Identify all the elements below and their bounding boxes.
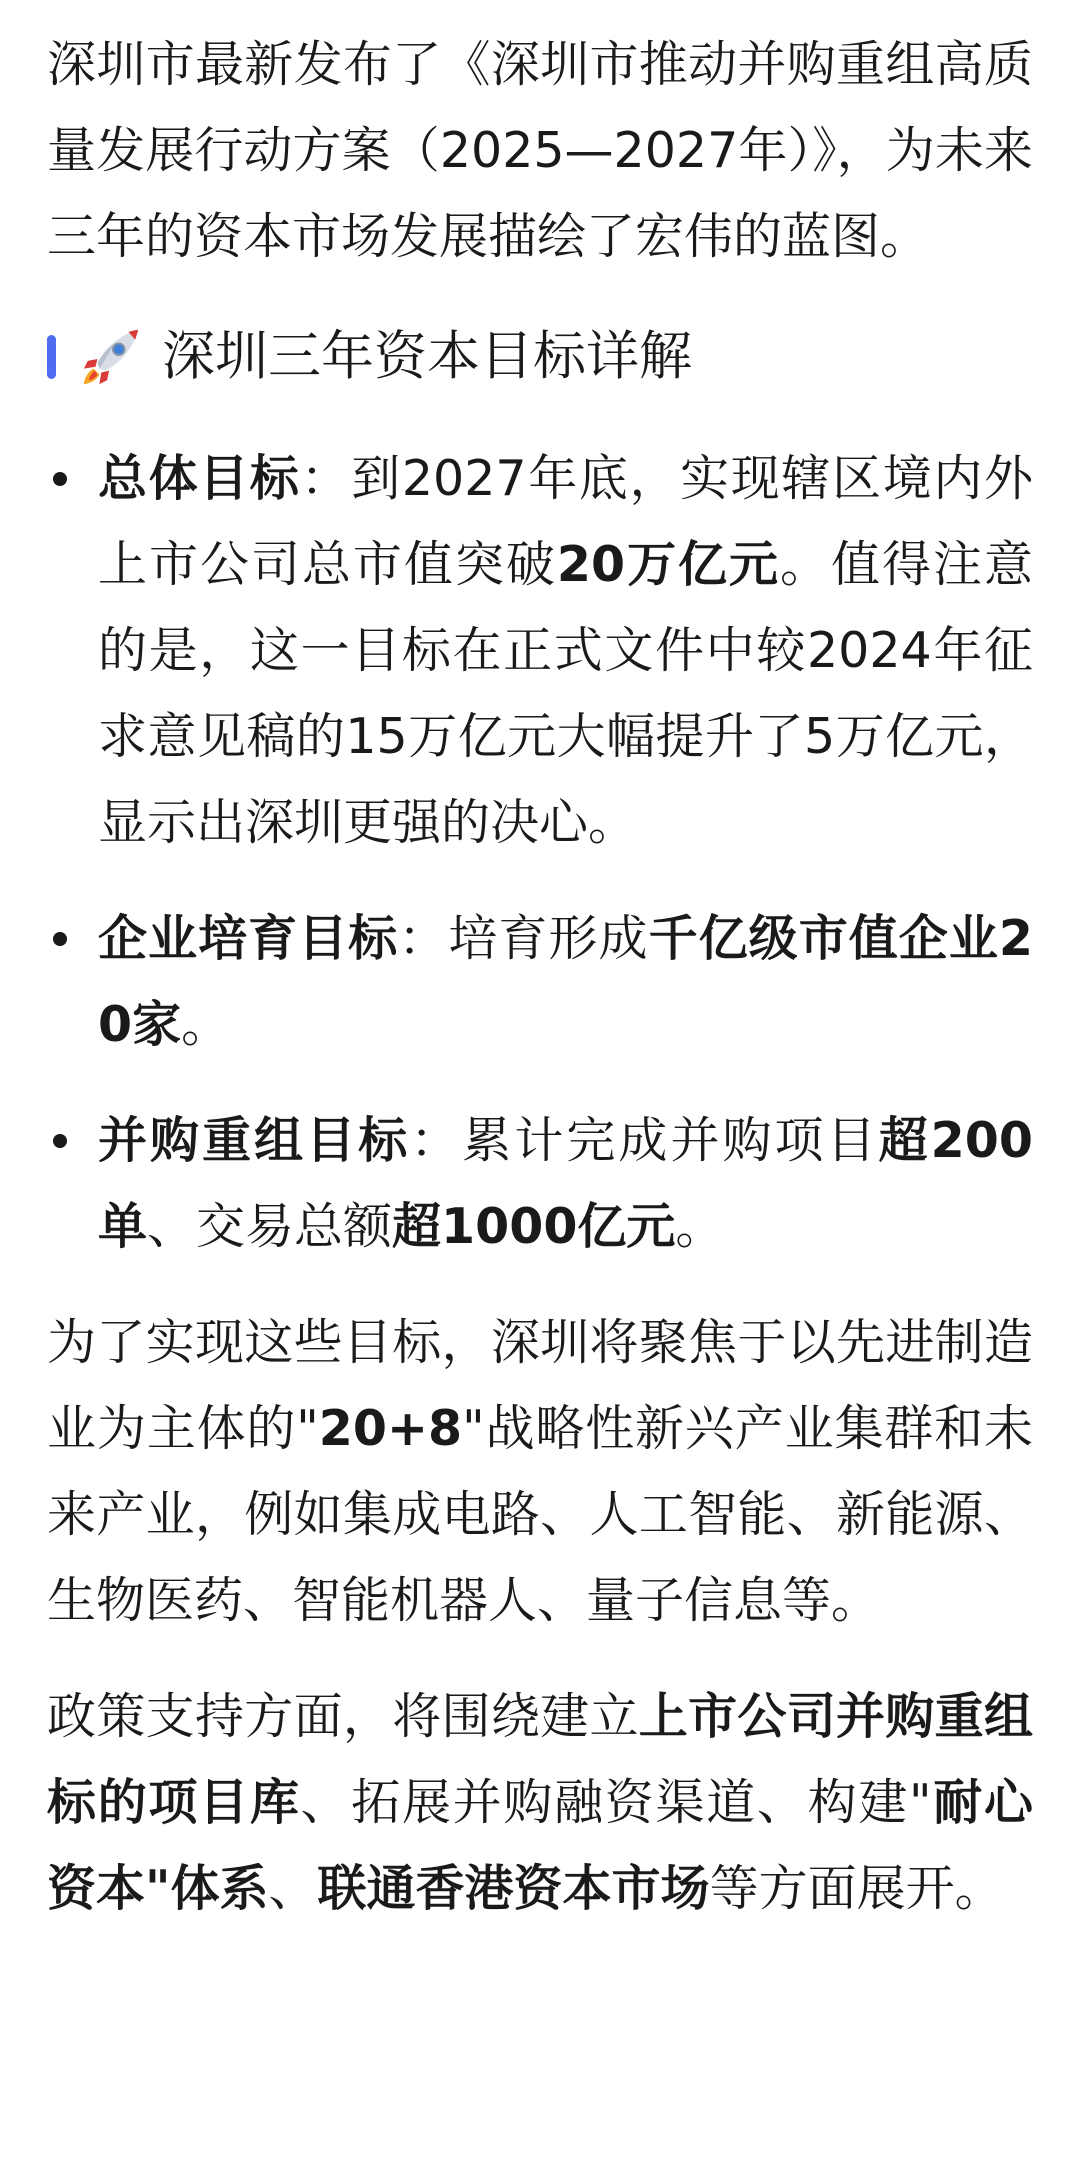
- goal-highlight: 超200单: [98, 1112, 1033, 1255]
- list-item: [47, 436, 1033, 866]
- rocket-icon-svg: [80, 326, 142, 388]
- policy-text: 政策支持方面，将围绕建立: [47, 1688, 639, 1745]
- goal-highlight: 超1000亿元: [392, 1198, 676, 1255]
- focus-text: "战略性新兴产业集群和未来产业，例如集成电路、人工智能、新能源、生物医药、智能机器人、量子信息等。: [47, 1400, 1033, 1629]
- goal-text: 到2027年底，实现辖区境内外上市公司总市值突破: [98, 450, 1033, 593]
- goal-list: [47, 436, 1033, 1270]
- focus-highlight: 20+8: [318, 1400, 463, 1457]
- bullet-icon: [53, 932, 67, 946]
- policy-text: 等方面展开。: [709, 1860, 1004, 1917]
- list-item: [47, 896, 1033, 1068]
- goal-text: 、交易总额: [147, 1198, 393, 1255]
- bullet-icon: [53, 472, 67, 486]
- goal-text: 累计完成并购项目: [462, 1112, 879, 1169]
- policy-highlight: 上市公司并购重组标的项目库: [47, 1688, 1033, 1831]
- goal-text: 培育形成: [448, 910, 649, 967]
- intro-text: 深圳市最新发布了《深圳市推动并购重组高质量发展行动方案（2025—2027年）》，为未来三年的资本市场发展描绘了宏伟的蓝图。: [47, 36, 1033, 265]
- goal-text: 。值得注意的是，这一目标在正式文件中较2024年征求意见稿的15万亿元大幅提升了5万亿元，显示出深圳更强的决心。: [98, 536, 1033, 851]
- policy-text: 、: [268, 1860, 318, 1917]
- section-heading: [47, 312, 1033, 402]
- goal-text: 。: [181, 996, 231, 1053]
- policy-text: 、拓展并购融资渠道、构建": [300, 1774, 932, 1831]
- goal-label: 企业培育目标: [98, 910, 399, 967]
- bullet-icon: [53, 1134, 67, 1148]
- goal-highlight: 20万亿元: [556, 536, 781, 593]
- heading-accent-bar: [47, 335, 56, 379]
- section-title: 深圳三年资本目标详解: [162, 326, 692, 387]
- rocket-icon: [80, 326, 142, 388]
- goal-highlight: 千亿级市值企业20家: [98, 910, 1033, 1053]
- policy-paragraph: [47, 1674, 1033, 1932]
- goal-label: 并购重组目标: [98, 1112, 411, 1169]
- goal-separator: ：: [300, 450, 352, 507]
- policy-highlight: 联通香港资本市场: [317, 1860, 710, 1917]
- focus-paragraph: [47, 1300, 1033, 1644]
- goal-separator: ：: [398, 910, 449, 967]
- intro-paragraph: [47, 22, 1033, 280]
- goal-separator: ：: [410, 1112, 463, 1169]
- list-item: [47, 1098, 1033, 1270]
- policy-highlight: 耐心资本"体系: [47, 1774, 1033, 1917]
- focus-text: 为了实现这些目标，深圳将聚焦于以先进制造业为主体的": [47, 1314, 1033, 1457]
- goal-text: 。: [675, 1198, 725, 1255]
- goal-label: 总体目标: [98, 450, 301, 507]
